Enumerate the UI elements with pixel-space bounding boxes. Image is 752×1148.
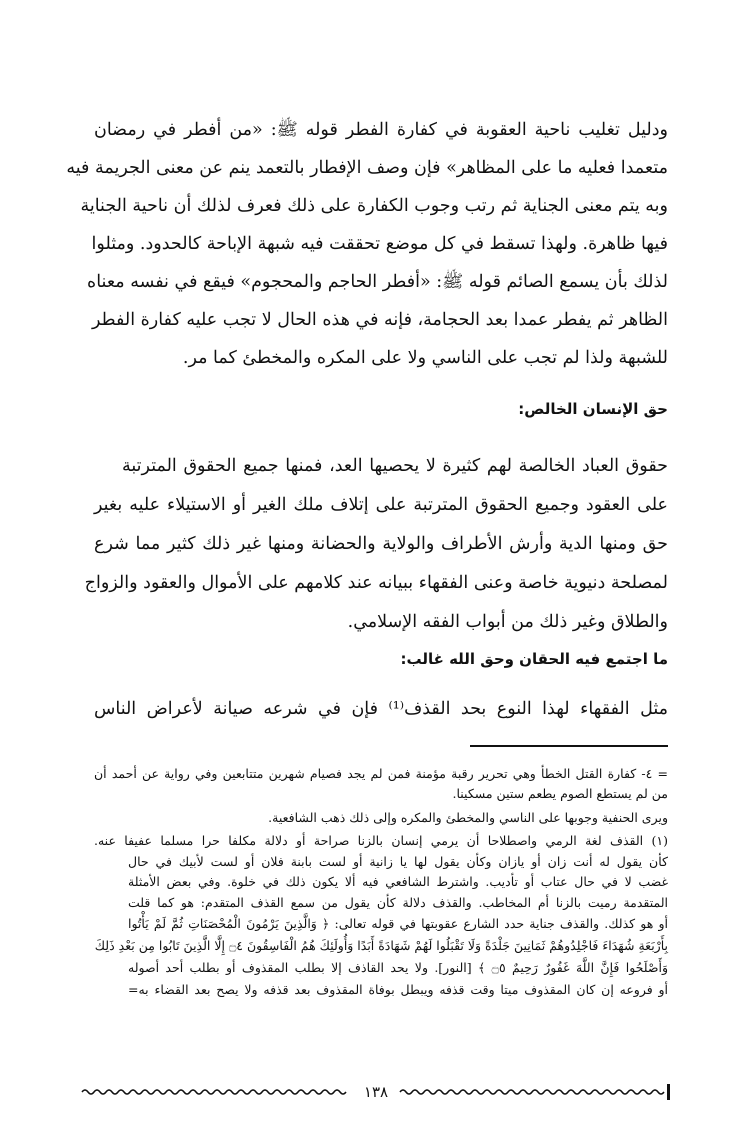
footnote-line: بِأَرْبَعَةِ شُهَدَاءَ فَاجْلِدُوهُمْ ثَمَانِينَ جَلْدَةً وَلَا تَقْبَلُوا لَهُمْ شَهَادَةً أَبَدًا وَأُولَئِكَ هُمُ الْفَاسِقُونَ ۝٤ إِلَّا الَّذِينَ تَابُوا مِن بَعْدِ ذَلِكَ [94,938,668,953]
text-line: للشبهة ولذا لم تجب على الناسي ولا على المكره والمخطئ كما مر. [182,348,668,368]
text-line: لمصلحة دنيوية خاصة وعنى الفقهاء ببيانه عند كلامهم على الأموال والعقود والزواج [84,573,668,593]
footnote-line: غضب لا في حال عتاب أو تأديب. واشترط الشافعي فيه ألا يكون ذلك في خلوة. وفي بعض الأمثلة [128,874,668,889]
text-line: مثل الفقهاء لهذا النوع بحد القذف⁽¹⁾ فإن في شرعه صيانة لأعراض الناس [94,699,668,719]
footnote-line: وَأَصْلَحُوا فَإِنَّ اللَّهَ غَفُورٌ رَحِيمٌ ۝٥ ﴾ [النور]. ولا يحد القاذف إلا بطلب المقذوف أو بطلب أحد أصوله [128,960,668,975]
page-footer [82,1082,670,1102]
footnote-line: المتقدمة رميت بالزنا أم المخاطب. والقذف دلالة كأن يقول من سمع القذف المتقدم: هو كما قلت [128,895,668,910]
page-number: ١٣٨ [363,1083,389,1101]
text-line: والطلاق وغير ذلك من أبواب الفقه الإسلامي. [347,612,668,632]
footnote-line: أو هو كذلك. والقذف جناية حدد الشارع عقوبتها في قوله تعالى: ﴿ وَالَّذِينَ يَرْمُونَ الْمُحْصَنَاتِ ثُمَّ لَمْ يَأْتُوا [128,916,668,931]
footnote-separator [470,745,668,747]
decorative-wave-right [400,1082,666,1102]
footer-end-mark [667,1084,670,1100]
footnote-line: = ٤- كفارة القتل الخطأ وهي تحرير رقبة مؤمنة فمن لم يجد فصيام شهرين متتابعين وفي رواية عن أحمد أن [94,766,668,781]
text-line: على العقود وجميع الحقوق المترتبة على إتلاف ملك الغير أو الاستيلاء عليه بغير [94,495,668,515]
text-line: لذلك بأن يسمع الصائم قوله ﷺ: «أفطر الحاجم والمحجوم» فيقع في نفسه معناه [87,272,668,292]
text-line: حقوق العباد الخالصة لهم كثيرة لا يحصيها العد، فمنها جميع الحقوق المترتبة [122,456,668,476]
text-line: فيها ظاهرة. ولهذا تسقط في كل موضع تحققت فيه شبهة الإباحة كالحدود. ومثلوا [91,234,668,254]
section-heading: ما اجتمع فيه الحقان وحق الله غالب: [400,650,668,668]
footnote-line: ويرى الحنفية وجوبها على الناسي والمخطئ والمكره وإلى ذلك ذهب الشافعية. [268,810,668,825]
section-heading: حق الإنسان الخالص: [518,400,668,418]
text-line: ودليل تغليب ناحية العقوبة في كفارة الفطر قوله ﷺ: «من أفطر في رمضان [94,120,668,140]
text-line: متعمدا فعليه ما على المظاهر» فإن وصف الإفطار بالتعمد ينم عن معنى الجريمة فيه [66,158,668,178]
text-line: الظاهر ثم يفطر عمدا بعد الحجامة، فإنه في هذه الحال لا تجب عليه كفارة الفطر [92,310,668,330]
text-line: وبه يتم معنى الجناية ثم رتب وجوب الكفارة على ذلك فعرف لذلك أن ناحية الجناية [80,196,668,216]
footnote-line: من لم يستطع الصوم يطعم ستين مسكينا. [452,786,668,801]
footnote-line: أو فروعه إن كان المقذوف ميتا وقت قذفه ويبطل بوفاة المقذوف بعد قذفه ولا يصح بعد القضاء به= [128,982,668,997]
text-line: حق ومنها الدية وأرش الأطراف والولاية والحضانة ومنها غير ذلك كثير مما شرع [94,534,668,554]
footnote-line: كأن يقول له أنت زان أو يازان وكأن يقول لها يا زانية أو لست بابنة فلان أو لست لأبيك في حال [128,854,668,869]
footnote-line: (١) القذف لغة الرمي واصطلاحا أن يرمي إنسان بالزنا صراحة أو دلالة مكلفا حرا مسلما عفيفا عنه. [94,833,668,848]
